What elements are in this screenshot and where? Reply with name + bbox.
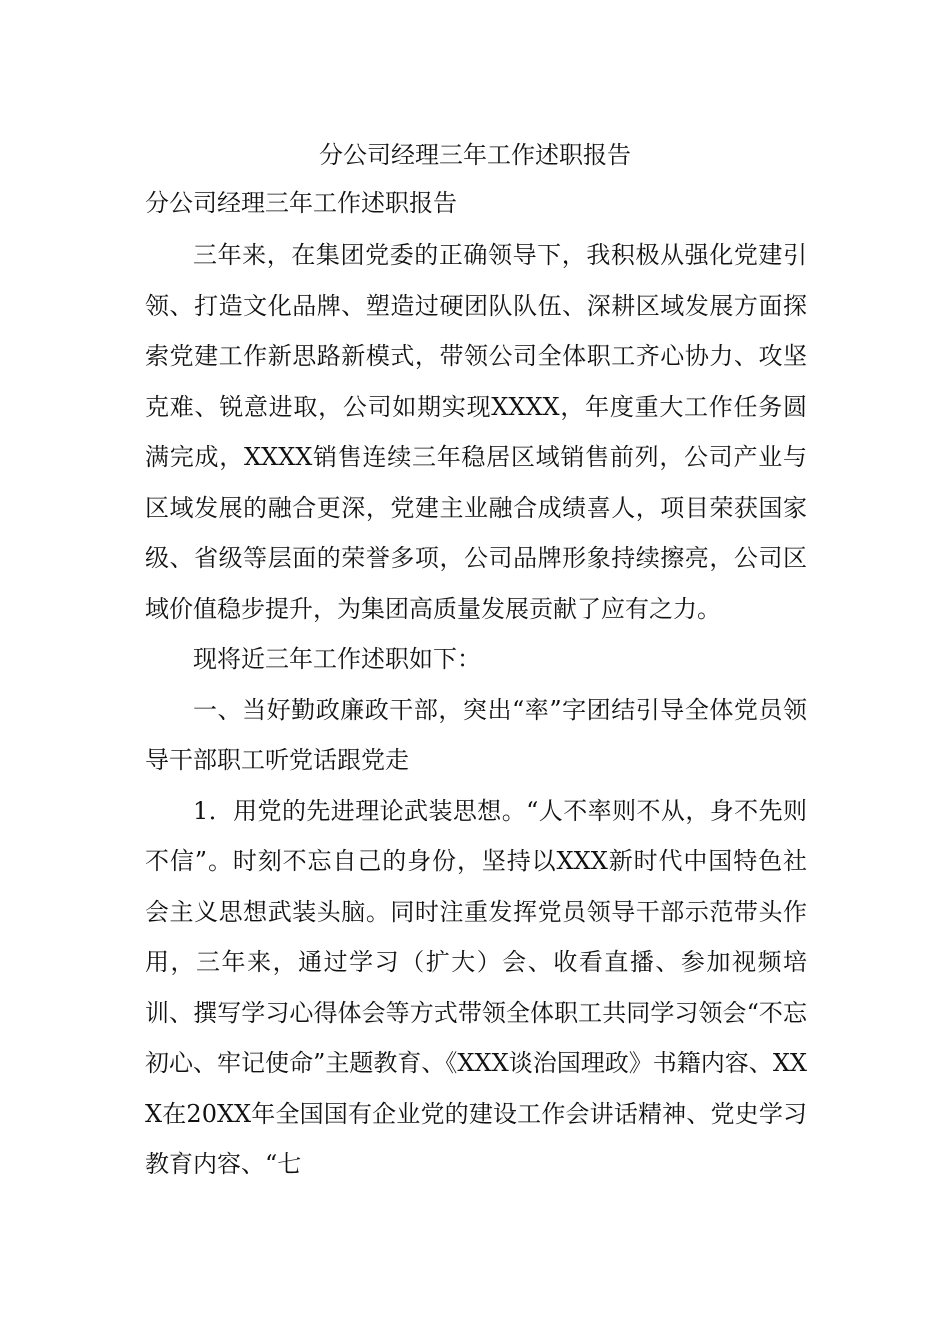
summary-lead-paragraph: 现将近三年工作述职如下： xyxy=(193,645,481,673)
subsection-paragraph-1: 1．用党的先进理论武装思想。“人不率则不从，身不先则不信”。时刻不忘自己的身份，坚持以XXX新时代中国特色社会主义思想武装头脑。同时注重发挥党员领导干部示范带头作用，三年来，通过学习（扩大）会、收看直播、参加视频培训、撰写学习心得体会等方式带领全体职工共同学习领会“不忘初心、牢记使命”主题教育、《XXX谈治国理政》书籍内容、XXX在20XX年全国国有企业党的建设工作会讲话精神、党史学习教育内容、“七 xyxy=(145,796,807,1178)
document-title: 分公司经理三年工作述职报告 xyxy=(319,141,631,169)
document-subtitle: 分公司经理三年工作述职报告 xyxy=(145,189,457,217)
document-body xyxy=(145,230,807,1190)
intro-paragraph: 三年来，在集团党委的正确领导下，我积极从强化党建引领、打造文化品牌、塑造过硬团队队伍、深耕区域发展方面探索党建工作新思路新模式，带领公司全体职工齐心协力、攻坚克难、锐意进取，公司如期实现XXXX，年度重大工作任务圆满完成，XXXX销售连续三年稳居区域销售前列，公司产业与区域发展的融合更深，党建主业融合成绩喜人，项目荣获国家级、省级等层面的荣誉多项，公司品牌形象持续擦亮，公司区域价值稳步提升，为集团高质量发展贡献了应有之力。 xyxy=(145,241,807,623)
section-heading-1: 一、当好勤政廉政干部，突出“率”字团结引导全体党员领导干部职工听党话跟党走 xyxy=(145,695,807,774)
